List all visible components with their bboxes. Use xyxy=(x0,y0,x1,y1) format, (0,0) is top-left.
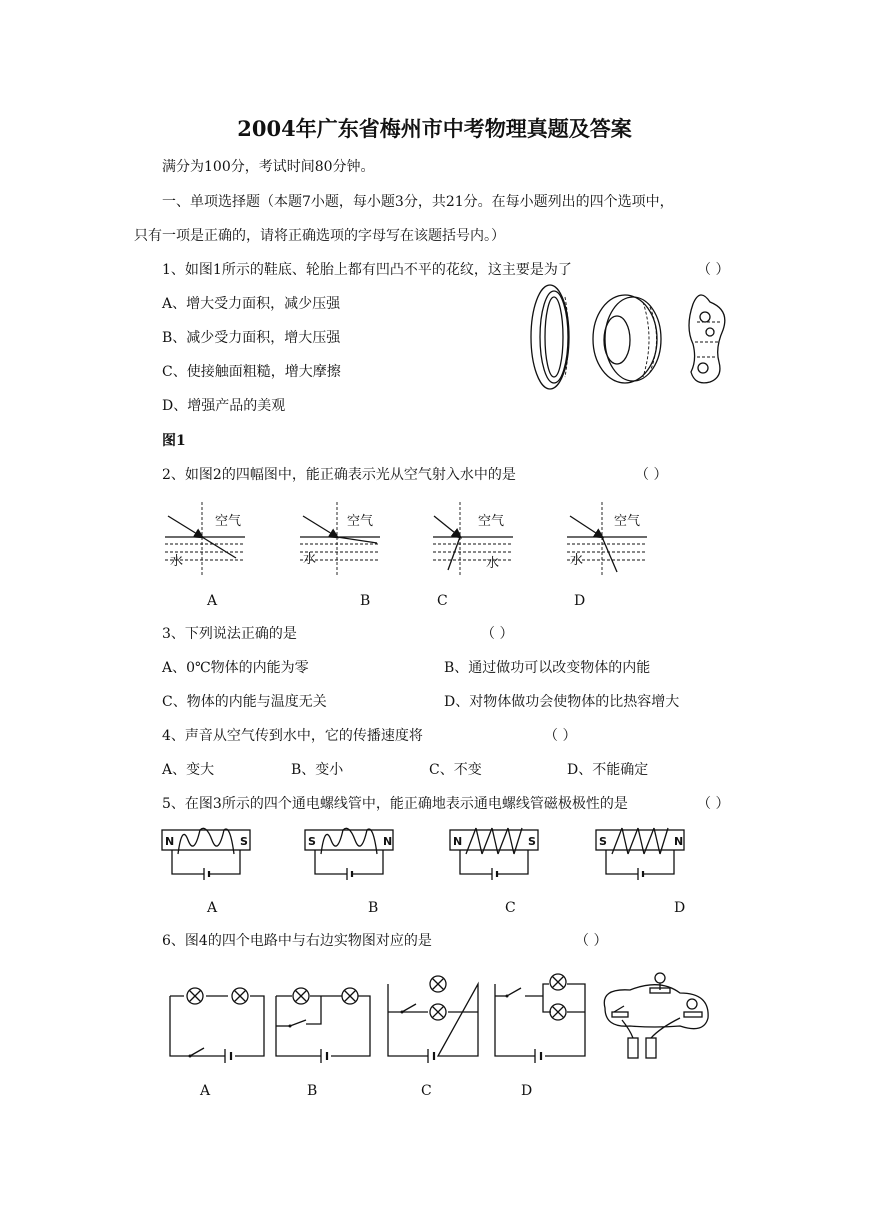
q3-stem: 3、下列说法正确的是 xyxy=(162,626,297,642)
figure3-solenoid-diagrams xyxy=(160,826,720,886)
q6-answer-bracket: （ ） xyxy=(575,933,608,949)
figure4-circuit-diagrams xyxy=(160,968,730,1068)
q5-label-c: C xyxy=(505,900,516,916)
q5d-right-pole: N xyxy=(674,835,684,848)
q5-label-d: D xyxy=(674,900,686,916)
q6-stem: 6、图4的四个电路中与右边实物图对应的是 xyxy=(162,933,432,949)
solenoid-diagram-b xyxy=(305,828,393,880)
solenoid-diagram-a xyxy=(162,828,250,880)
q5b-right-pole: N xyxy=(383,835,393,848)
q6-label-b: B xyxy=(307,1083,318,1099)
refraction-diagram-a xyxy=(165,502,245,575)
solenoid-diagram-d xyxy=(596,828,684,880)
figure2-refraction-diagrams xyxy=(160,500,650,580)
q5c-left-pole: N xyxy=(453,835,463,848)
q3-option-c: C、物体的内能与温度无关 xyxy=(162,694,327,710)
q1-figure-label: 图1 xyxy=(162,433,186,449)
q2b-water-label: 水 xyxy=(303,552,317,567)
physical-circuit-illustration xyxy=(604,973,708,1058)
section-heading-line1: 一、单项选择题（本题7小题，每小题3分，共21分。在每小题列出的四个选项中， xyxy=(162,194,674,210)
q2a-water-label: 水 xyxy=(170,554,184,569)
solenoid-diagram-c xyxy=(450,828,538,880)
q2a-air-label: 空气 xyxy=(215,514,242,529)
q4-option-d: D、不能确定 xyxy=(567,762,649,778)
q2-stem: 2、如图2的四幅图中，能正确表示光从空气射入水中的是 xyxy=(162,467,516,483)
q4-option-c: C、不变 xyxy=(429,762,482,778)
q2-label-c: C xyxy=(437,593,448,609)
q2-label-b: B xyxy=(360,593,371,609)
q3-answer-bracket: （ ） xyxy=(481,626,514,642)
q5b-left-pole: S xyxy=(308,835,316,848)
q4-answer-bracket: （ ） xyxy=(544,728,577,744)
q5a-left-pole: N xyxy=(165,835,175,848)
q2c-air-label: 空气 xyxy=(478,514,505,529)
q1-option-a: A、增大受力面积，减少压强 xyxy=(162,296,341,312)
q4-option-b: B、变小 xyxy=(291,762,344,778)
q2-answer-bracket: （ ） xyxy=(635,467,668,483)
q1-answer-bracket: （ ） xyxy=(697,262,730,278)
q2-label-a: A xyxy=(207,593,218,609)
q6-label-c: C xyxy=(421,1083,432,1099)
q2d-air-label: 空气 xyxy=(614,514,641,529)
circuit-diagram-d xyxy=(495,974,585,1063)
q3-option-d: D、对物体做功会使物体的比热容增大 xyxy=(444,694,680,710)
q3-option-a: A、0℃物体的内能为零 xyxy=(162,660,309,676)
q5c-right-pole: S xyxy=(528,835,536,848)
q1-option-b: B、减少受力面积，增大压强 xyxy=(162,330,341,346)
section-heading-line2: 只有一项是正确的，请将正确选项的字母写在该题括号内。） xyxy=(134,228,505,244)
q2b-air-label: 空气 xyxy=(347,514,374,529)
circuit-diagram-b xyxy=(276,988,370,1063)
q1-option-c: C、使接触面粗糙，增大摩擦 xyxy=(162,364,341,380)
q2d-water-label: 水 xyxy=(570,553,584,568)
refraction-diagram-c xyxy=(433,502,513,575)
q5-answer-bracket: （ ） xyxy=(697,796,730,812)
q2c-water-label: 水 xyxy=(486,556,500,571)
refraction-diagram-b xyxy=(300,502,380,575)
circuit-diagram-c xyxy=(388,976,478,1063)
circuit-diagram-a xyxy=(170,988,264,1063)
figure1-tread-illustration xyxy=(525,282,745,392)
refraction-diagram-d xyxy=(567,502,647,575)
q5-stem: 5、在图3所示的四个通电螺线管中，能正确地表示通电螺线管磁极极性的是 xyxy=(162,796,628,812)
q3-option-b: B、通过做功可以改变物体的内能 xyxy=(444,660,651,676)
q1-stem: 1、如图1所示的鞋底、轮胎上都有凹凸不平的花纹，这主要是为了 xyxy=(162,262,572,278)
q2-label-d: D xyxy=(574,593,586,609)
q5-label-b: B xyxy=(368,900,379,916)
q5d-left-pole: S xyxy=(599,835,607,848)
exam-intro: 满分为100分，考试时间80分钟。 xyxy=(162,159,375,175)
q5-label-a: A xyxy=(207,900,218,916)
q1-option-d: D、增强产品的美观 xyxy=(162,398,286,414)
q6-label-d: D xyxy=(521,1083,533,1099)
q5a-right-pole: S xyxy=(240,835,248,848)
page-title: 2004年广东省梅州市中考物理真题及答案 xyxy=(237,116,632,141)
q4-option-a: A、变大 xyxy=(162,762,215,778)
q6-label-a: A xyxy=(200,1083,211,1099)
q4-stem: 4、声音从空气传到水中，它的传播速度将 xyxy=(162,728,423,744)
